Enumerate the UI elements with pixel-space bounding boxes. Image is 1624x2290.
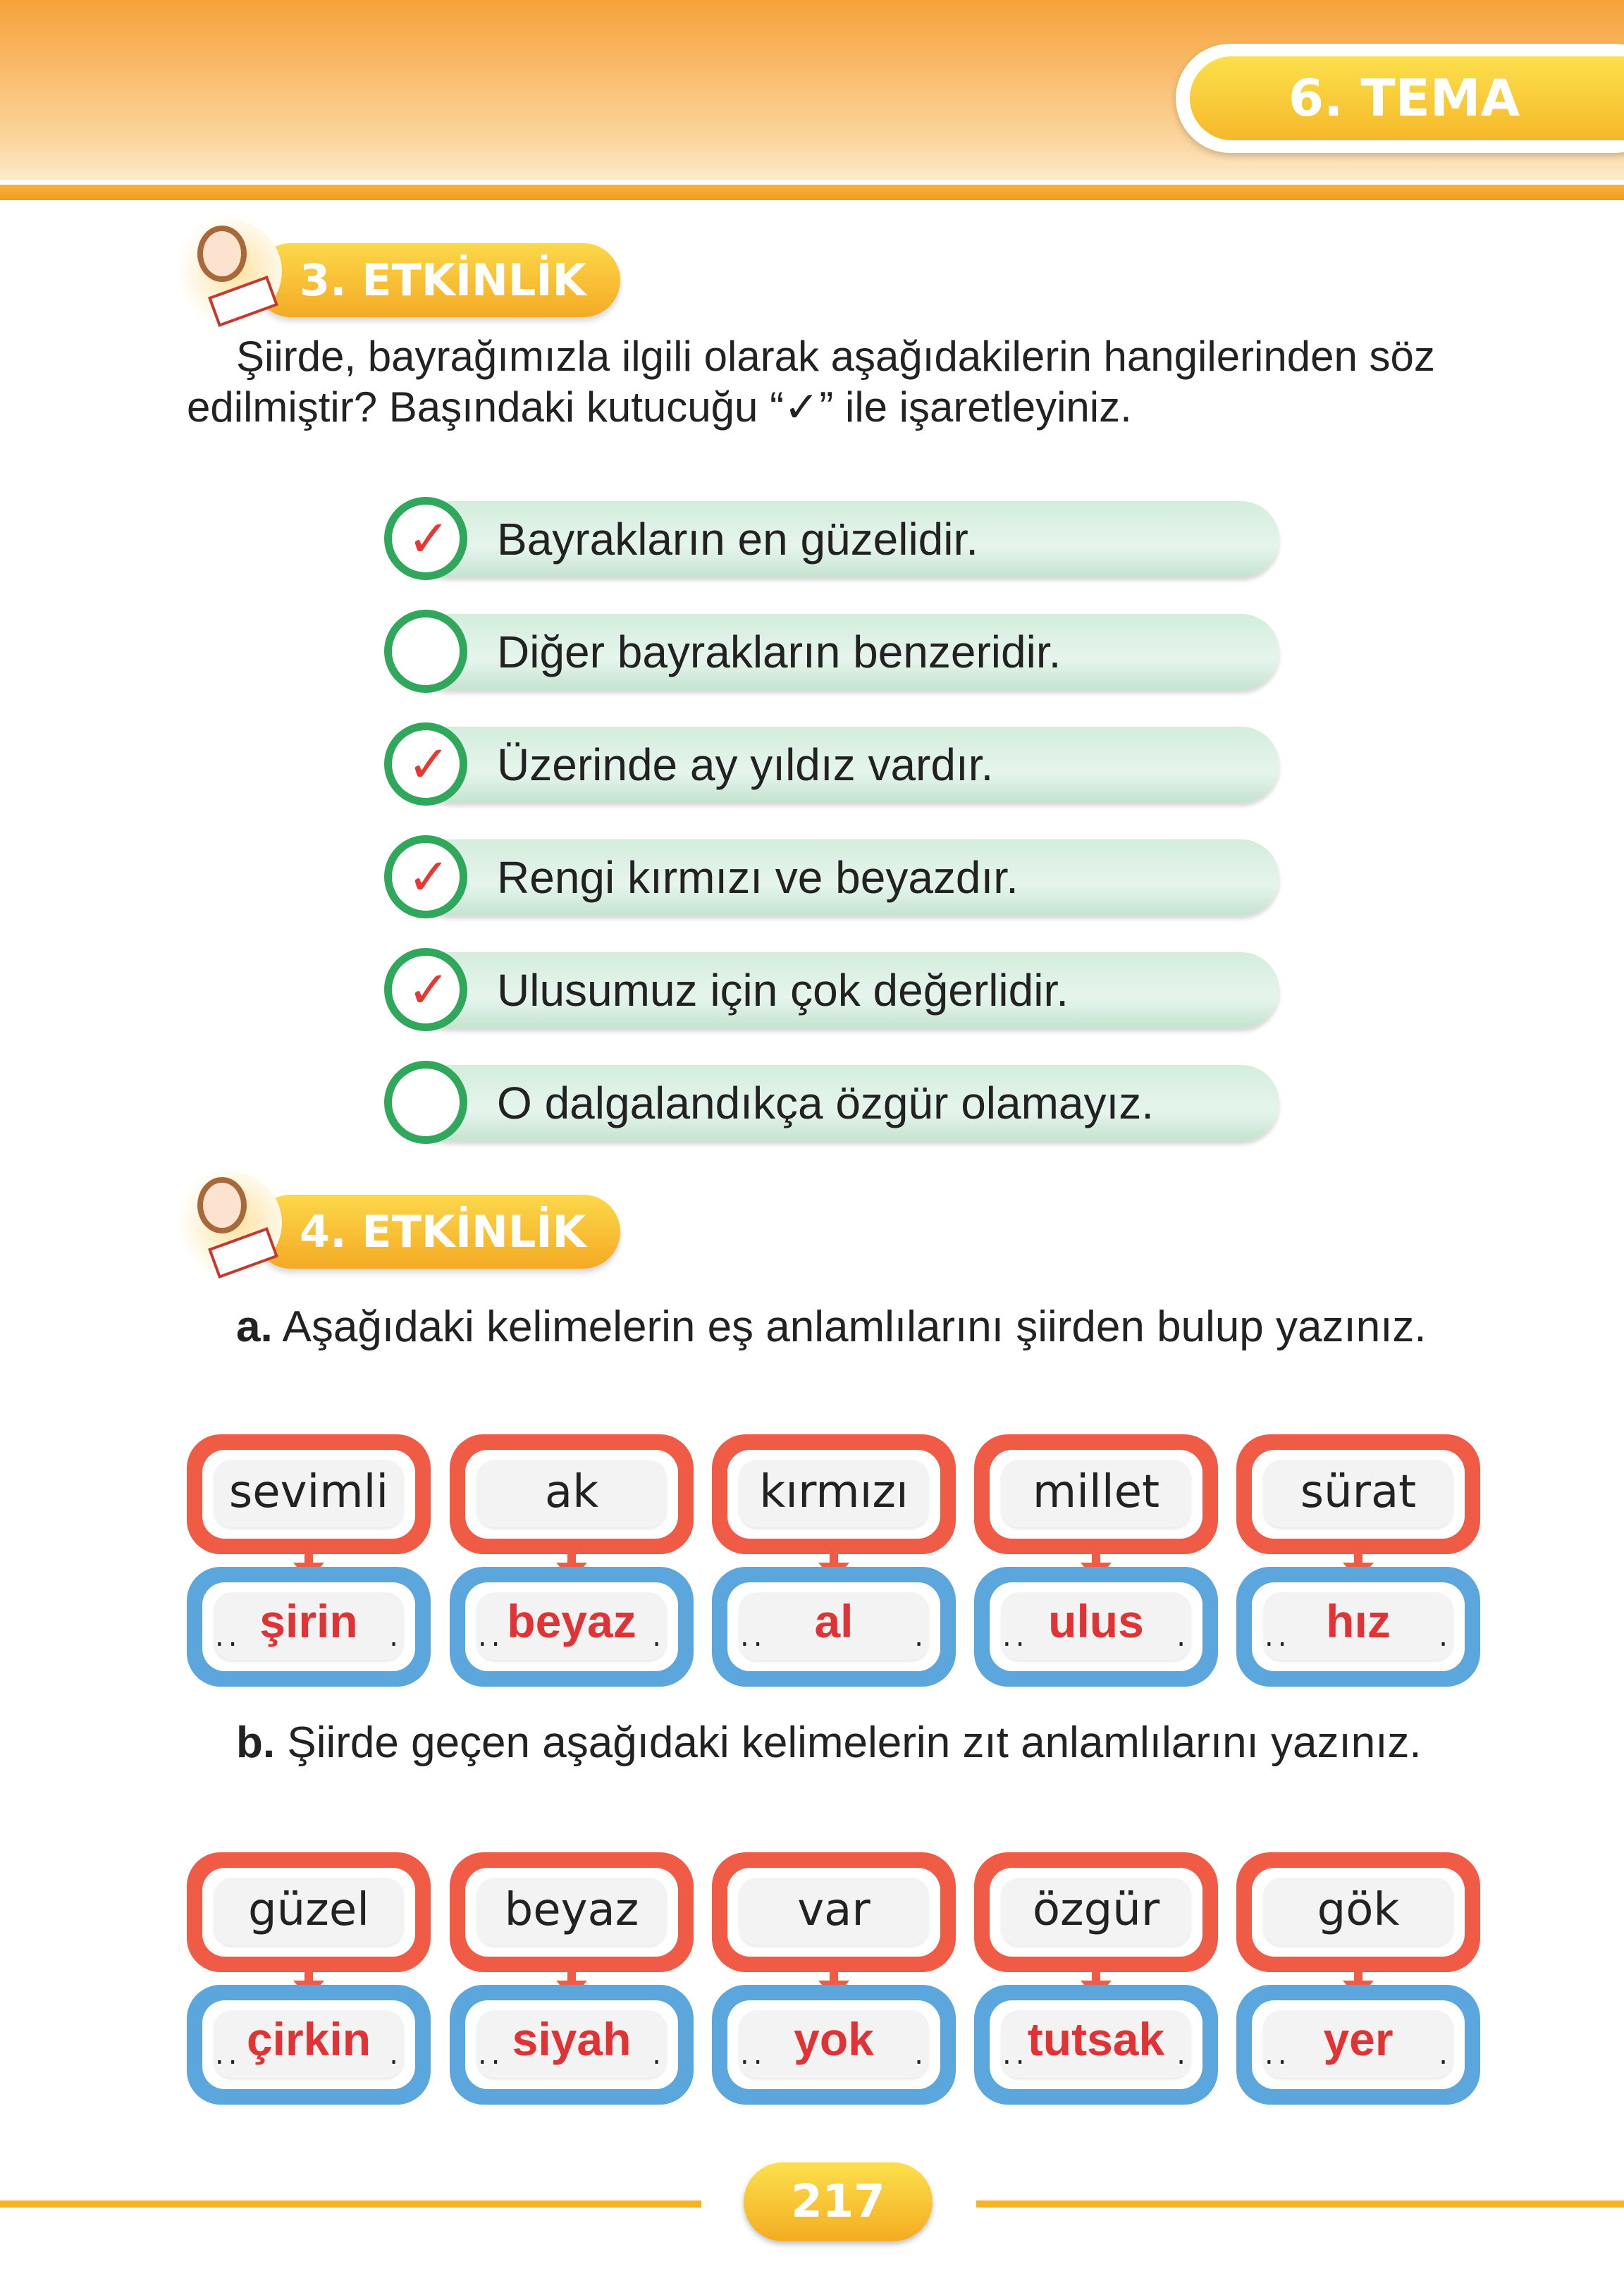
dotted-line: .. . [478,2038,665,2071]
given-word: gök [1317,1884,1400,1936]
option-text: Rengi kırmızı ve beyazdır. [497,852,1019,903]
instruction-text: Aşağıdaki kelimelerin eş anlamlılarını şiirden bulup yazınız. [282,1303,1427,1351]
word-box [1236,1852,1480,1972]
given-word: güzel [248,1884,369,1936]
answer-text[interactable]: yok [794,2013,874,2065]
part-b-label: b. [236,1718,276,1767]
word-box [1236,1434,1480,1554]
answer-text[interactable]: al [814,1595,854,1647]
activity4-badge [169,1163,620,1276]
theme-label: 6. TEMA [1190,56,1624,140]
answer-text[interactable]: ulus [1048,1595,1144,1647]
checkbox[interactable] [384,1061,467,1144]
answer-text[interactable]: siyah [512,2013,632,2065]
theme-badge [1176,44,1624,153]
option-text: Bayrakların en güzelidir. [497,514,979,565]
activity3-badge [169,211,620,324]
word-box [974,1434,1218,1554]
girl-mascot-icon [169,1170,282,1276]
word-box [187,1852,431,1972]
footer-line-left [0,2200,701,2208]
answer-box[interactable] [1236,1567,1480,1687]
answer-box[interactable] [187,1985,431,2105]
given-word: beyaz [504,1884,639,1936]
dotted-line: .. . [740,1620,928,1653]
check-mark-icon: ✓ [407,847,450,906]
activity3-instruction [187,331,1498,433]
answer-box[interactable] [450,1567,694,1687]
instruction-text: Şiirde geçen aşağıdaki kelimelerin zıt anlamlılarını yazınız. [287,1718,1422,1767]
checklist-option[interactable] [384,722,1279,807]
checklist-option[interactable] [384,948,1279,1033]
option-text: Diğer bayrakların benzeridir. [497,627,1062,677]
word-box [450,1434,694,1554]
given-word: özgür [1032,1884,1160,1936]
given-word: kırmızı [759,1466,909,1518]
activity4b-instruction [187,1713,1498,1773]
footer-line-right [976,2200,1624,2208]
option-text: O dalgalandıkça özgür olamayız. [497,1078,1155,1128]
page-number: 217 [744,2162,933,2241]
checkbox[interactable] [384,722,467,806]
dotted-line: .. . [215,1620,402,1653]
dotted-line: .. . [1002,2038,1190,2071]
checklist-option[interactable] [384,610,1279,694]
answer-text[interactable]: yer [1323,2013,1394,2065]
word-box [450,1852,694,1972]
header-divider [0,185,1624,200]
given-word: ak [544,1466,599,1518]
answer-box[interactable] [712,1985,956,2105]
checkbox[interactable] [384,835,467,918]
word-box [712,1434,956,1554]
answer-text[interactable]: hız [1326,1595,1391,1647]
check-mark-icon: ✓ [407,509,450,568]
checkbox[interactable] [384,948,467,1031]
answer-text[interactable]: tutsak [1027,2013,1165,2065]
word-box [187,1434,431,1554]
answer-text[interactable]: şirin [259,1595,358,1647]
given-word: sevimli [228,1466,389,1518]
checklist-option[interactable] [384,1061,1279,1145]
dotted-line: .. . [478,1620,665,1653]
option-text: Ulusumuz için çok değerlidir. [497,965,1069,1016]
activity4a-instruction [187,1297,1498,1358]
checkbox[interactable] [384,610,467,693]
answer-text[interactable]: beyaz [507,1595,636,1647]
given-word: sürat [1300,1466,1417,1518]
answer-box[interactable] [974,1985,1218,2105]
check-mark-icon: ✓ [407,960,450,1019]
girl-mascot-icon [169,218,282,324]
check-mark-icon: ✓ [407,734,450,794]
given-word: var [797,1884,871,1936]
part-a-label: a. [236,1303,273,1351]
word-box [974,1852,1218,1972]
activity4-title: 4. ETKİNLİK [254,1195,620,1269]
option-text: Üzerinde ay yıldız vardır. [497,739,994,790]
answer-box[interactable] [712,1567,956,1687]
word-box [712,1852,956,1972]
instruction-text: Şiirde, bayrağımızla ilgili olarak aşağıdakilerin hangilerinden söz edilmiştir? Başındaki kutucuğu “✓” ile işaretleyiniz. [187,333,1435,431]
answer-box[interactable] [187,1567,431,1687]
dotted-line: .. . [1002,1620,1190,1653]
answer-box[interactable] [974,1567,1218,1687]
dotted-line: .. . [740,2038,928,2071]
checklist-option[interactable] [384,497,1279,581]
dotted-line: .. . [1265,1620,1452,1653]
checklist-option[interactable] [384,835,1279,920]
dotted-line: .. . [215,2038,402,2071]
given-word: millet [1032,1466,1160,1518]
dotted-line: .. . [1265,2038,1452,2071]
answer-text[interactable]: çirkin [246,2013,371,2065]
answer-box[interactable] [1236,1985,1480,2105]
activity3-title: 3. ETKİNLİK [254,243,620,317]
answer-box[interactable] [450,1985,694,2105]
checkbox[interactable] [384,497,467,580]
